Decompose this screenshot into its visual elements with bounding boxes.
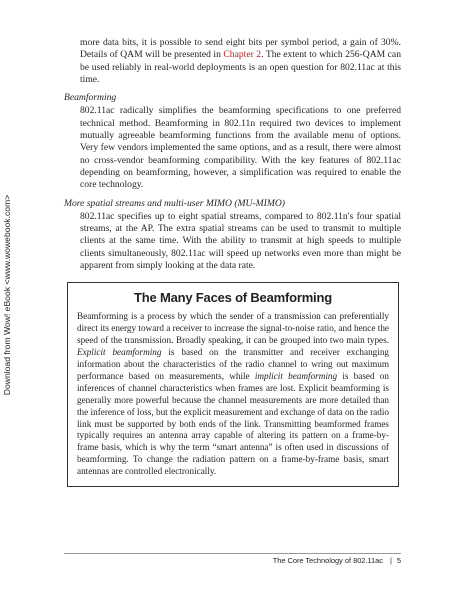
mu-mimo-term: More spatial streams and multi-user MIMO (MU-MIMO)	[64, 197, 285, 209]
explicit-beamforming-term: Explicit beamforming	[77, 347, 162, 358]
beamforming-term: Beamforming	[64, 92, 117, 104]
intro-text-start: more data bits, it is possible to send eight bits per symbol period, a gain of 30%. Details of QAM will be presented in	[80, 37, 401, 61]
page-number: 5	[396, 556, 401, 565]
sidebar-paragraph	[77, 311, 389, 478]
sidebar-title: The Many Faces of Beamforming	[134, 290, 332, 306]
download-watermark-text: Download from Wow! eBook <www.wowebook.com>	[2, 194, 13, 396]
intro-text-end: . The extent to which 256-QAM can be used reliably in real-world deployments is an open question for 802.11ac at this time.	[80, 49, 401, 85]
sidebar-text-3: is based on inferences of channel characteristics when frames are lost. Explicit beamforming is generally more powerful because the channel measurements are more detailed than the inference of loss, but the explicit measurement and exchange of data on the radio link must be supported by both ends of the link. Transmitting beamformed frames typically requires an antenna array capable of altering its pattern on a frame-by-frame basis, which is why the term “smart antenna” is often used in discussions of beamforming. To change the radiation pattern on a frame-by-frame basis, smart antennas are controlled electronically.	[77, 370, 389, 477]
sidebar-box	[67, 282, 399, 487]
footer-rule	[64, 553, 401, 554]
footer-separator: |	[389, 556, 392, 565]
mu-mimo-paragraph: 802.11ac specifies up to eight spatial streams, compared to 802.11n's four spatial streams, at the AP. The extra spatial streams can be used to transmit to multiple clients at the same time. With the ability to transmit at high speeds to multiple clients simultaneously, 802.11ac will speed up networks even more than might be apparent from simply looking at the data rate.	[80, 210, 401, 272]
page-body	[64, 37, 401, 487]
implicit-beamforming-term: implicit beamforming	[254, 370, 338, 381]
beamforming-paragraph: 802.11ac radically simplifies the beamforming specifications to one preferred technical method. Beamforming in 802.11n required two devices to implement mutually agreeable beamforming functions from the available menu of options. Very few vendors implemented the same options, and as a result, there were almost no cross-vendor beamforming compatibility. With the key features of 802.11ac depending on beamforming, however, a simplification was required to enable the core technology.	[80, 105, 401, 191]
chapter-2-link[interactable]: Chapter 2	[223, 49, 262, 61]
intro-paragraph	[64, 37, 401, 86]
sidebar-text-2: is based on the transmitter and receiver exchanging information about the characteristics of the radio channel to wring out maximum performance based on measurements, while	[77, 347, 390, 381]
download-watermark	[0, 160, 14, 430]
sidebar-text-1: Beamforming is a process by which the sender of a transmission can preferentially direct its energy toward a receiver to increase the signal-to-noise ratio, and hence the speed of the transmission. Broadly speaking, it can be grouped into two main types.	[77, 311, 389, 346]
footer-chapter-title: The Core Technology of 802.11ac	[272, 556, 383, 565]
page-footer	[273, 556, 401, 565]
